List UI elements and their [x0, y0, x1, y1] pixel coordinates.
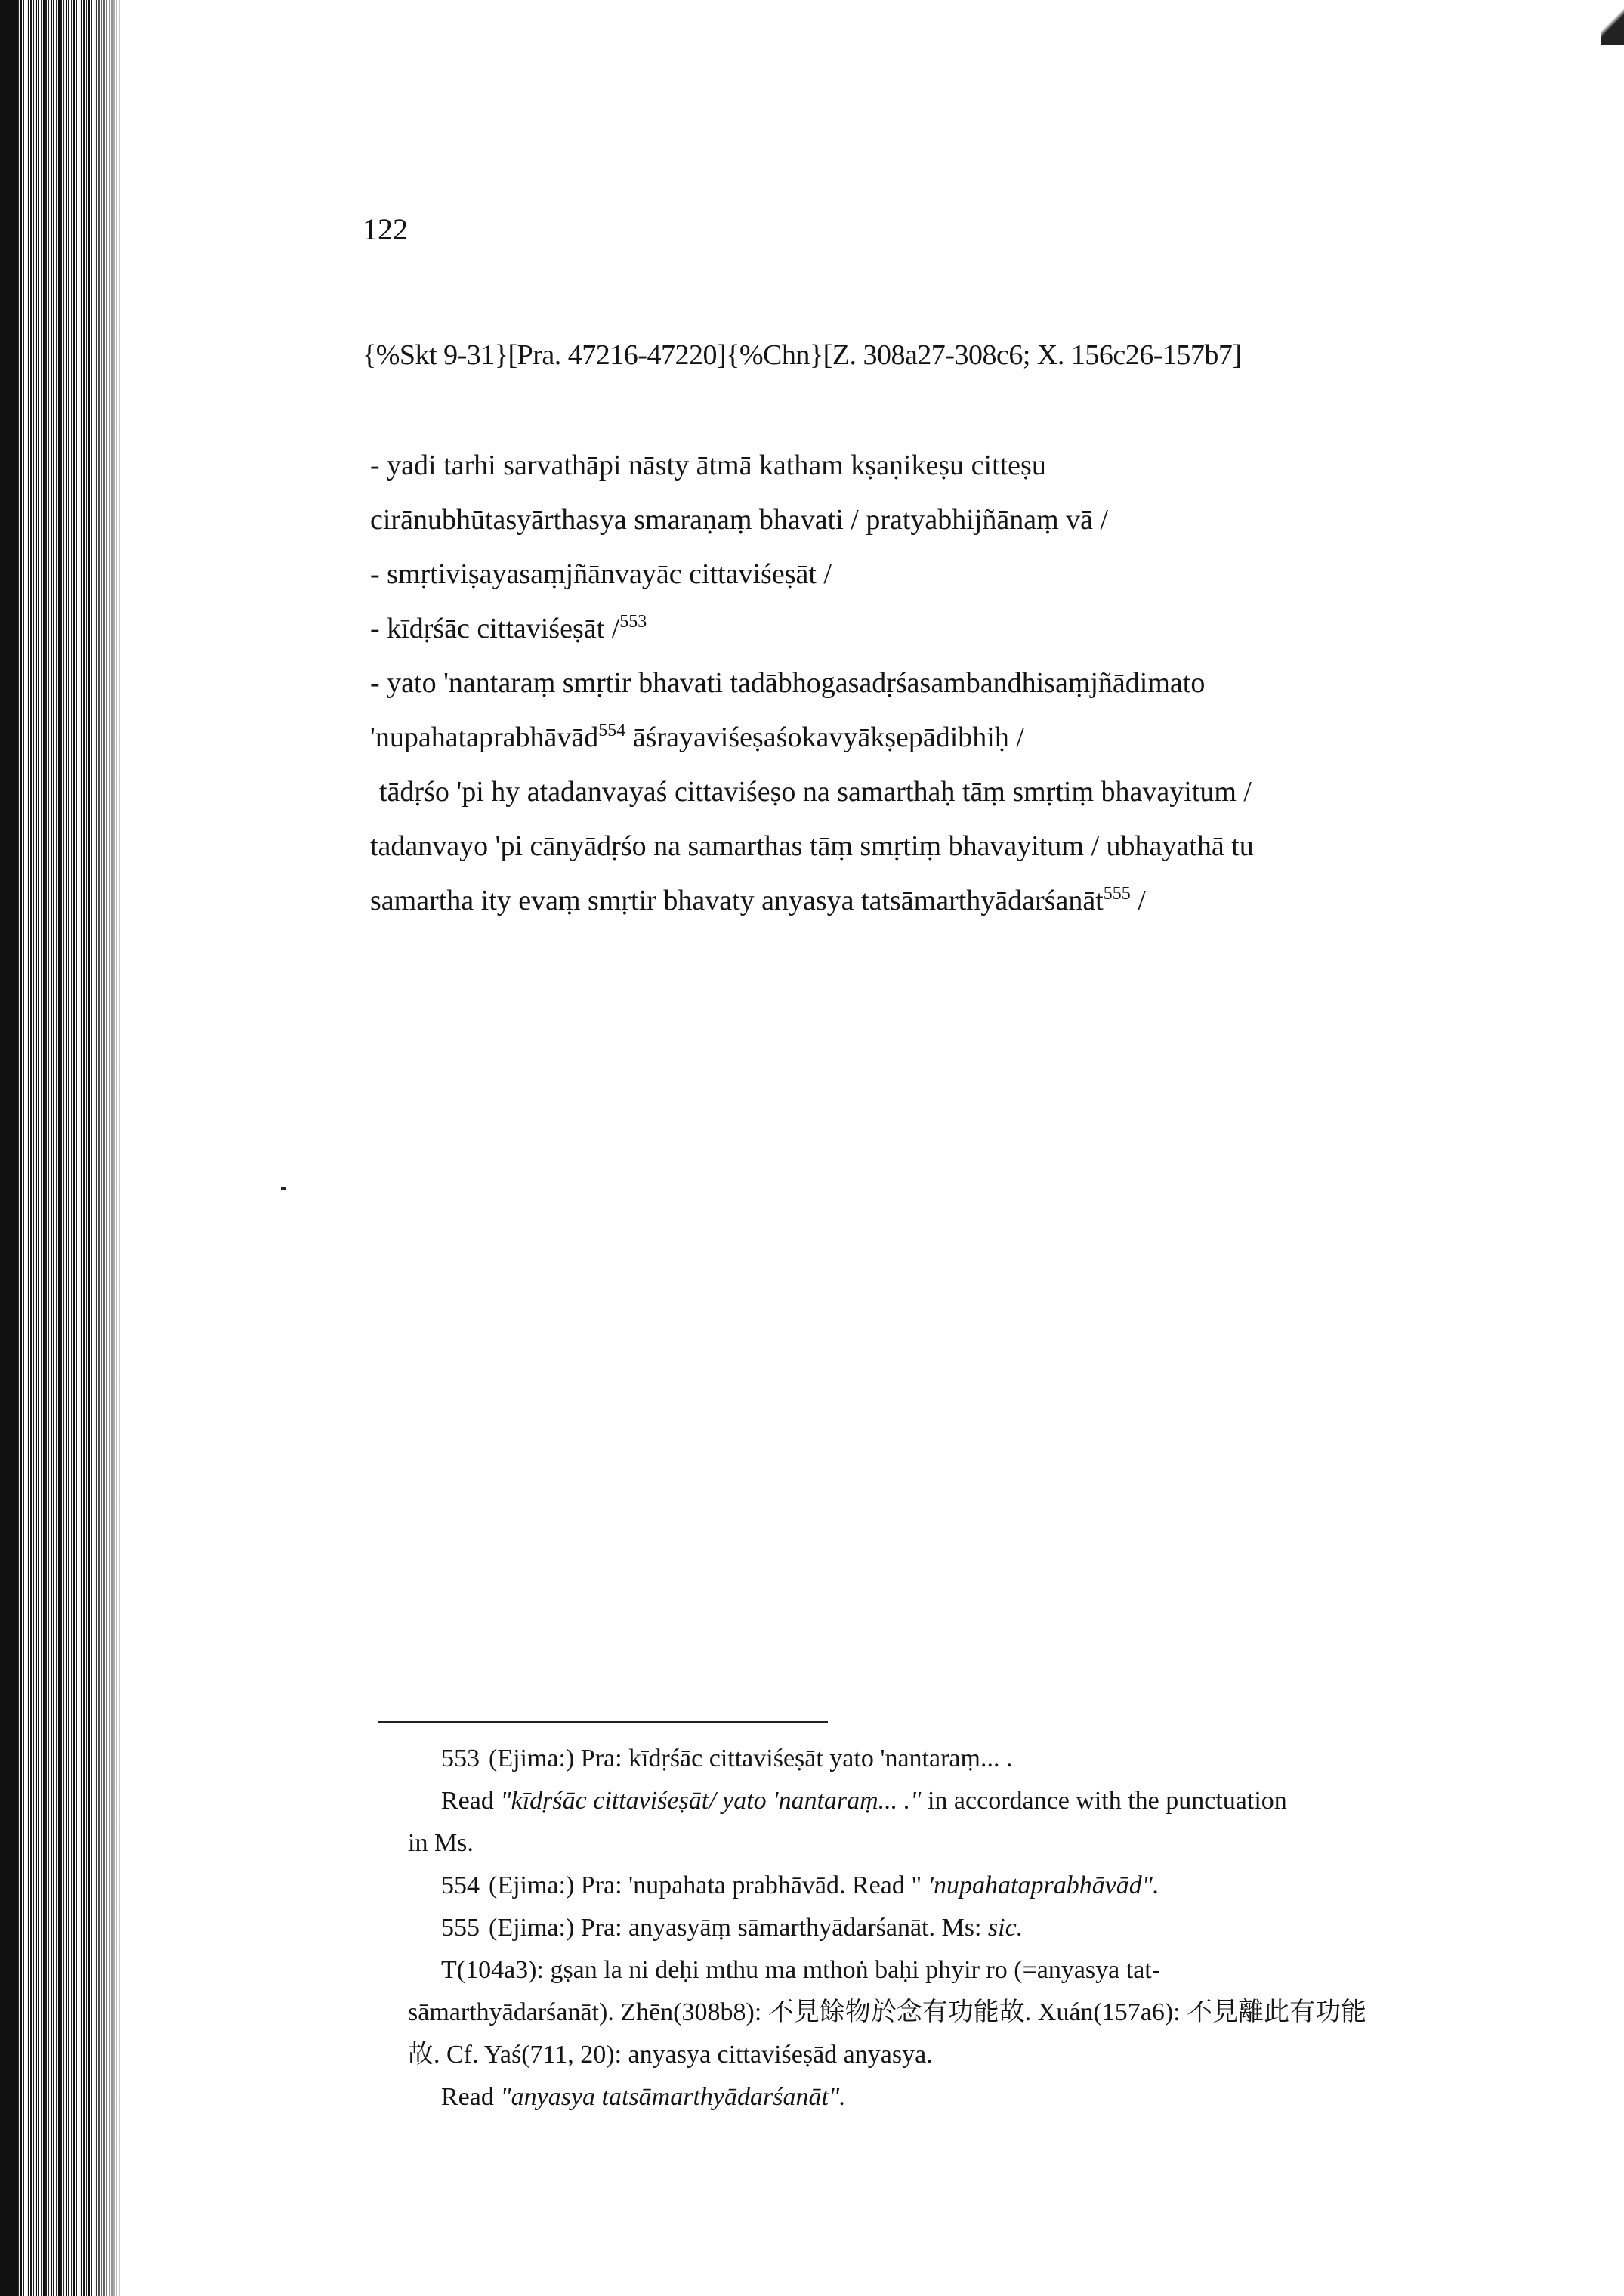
text-line [370, 601, 1496, 656]
footnote-line [441, 1780, 1511, 1822]
text-segment: āśrayaviśeṣaśokavyākṣepādibhiḥ / [625, 722, 1024, 753]
text-line [370, 710, 1496, 765]
source-reference: {%Skt 9-31}[Pra. 47216-47220]{%Chn}[Z. 308a27-308c6; X. 156c26-157b7] [363, 339, 1242, 371]
scan-speck [281, 1187, 286, 1190]
book-spine-shadow [0, 0, 18, 2296]
footnote-number: 553 [441, 1744, 480, 1772]
text-line: - smṛtiviṣayasaṃjñānvayāc cittaviśeṣāt / [370, 558, 832, 590]
footnote-line: 故. Cf. Yaś(711, 20): anyasya cittaviśeṣād anyasya. [408, 2041, 933, 2069]
scan-corner-mark [1601, 0, 1624, 45]
text-line: cirānubhūtasyārthasya smaraṇaṃ bhavati / pratyabhijñānaṃ vā / [370, 504, 1109, 536]
main-text [370, 438, 1496, 928]
text-line: tadanvayo 'pi cānyādṛśo na samarthas tāṃ smṛtiṃ bhavayitum / ubhayathā tu [370, 830, 1254, 862]
footnote-emphasis: sic. [987, 1914, 1023, 1942]
footnote-text: Read [441, 1787, 501, 1815]
footnote-ref-554[interactable]: 554 [598, 721, 626, 740]
footnote-text: (Ejima:) Pra: 'nupahata prabhāvād. Read " [489, 1871, 928, 1899]
footnote-text: Read [441, 2083, 501, 2111]
text-segment: - kīdṛśāc cittaviśeṣāt / [370, 613, 620, 644]
text-line: tādṛśo 'pi hy atadanvayaś cittaviśeṣo na samarthaḥ tāṃ smṛtiṃ bhavayitum / [379, 776, 1252, 808]
text-line: - yato 'nantaraṃ smṛtir bhavati tadābhogasadṛśasambandhisaṃjñādimato [370, 667, 1206, 699]
footnote-text: (Ejima:) Pra: kīdṛśāc cittaviśeṣāt yato 'nantaraṃ... . [489, 1744, 1013, 1772]
footnote-number: 554 [441, 1871, 480, 1899]
footnote-number: 555 [441, 1914, 480, 1942]
footnote-text: (Ejima:) Pra: anyasyāṃ sāmarthyādarśanāt. Ms: [489, 1914, 988, 1942]
text-segment: 'nupahataprabhāvād [370, 722, 599, 753]
footnote-line: sāmarthyādarśanāt). Zhēn(308b8): 不見餘物於念有功能故. Xuán(157a6): 不見離此有功能 [408, 1998, 1367, 2026]
footnote-555 [441, 1907, 1511, 1949]
footnote-emphasis: 'nupahataprabhāvād". [928, 1871, 1159, 1899]
footnote-emphasis: "kīdṛśāc cittaviśeṣāt/ yato 'nantaraṃ... ." [500, 1787, 922, 1815]
text-segment: samartha ity evaṃ smṛtir bhavaty anyasya tatsāmarthyādarśanāt [370, 885, 1104, 916]
footnote-554 [441, 1865, 1511, 1907]
footnote-text: in accordance with the punctuation [921, 1787, 1287, 1815]
footnote-ref-555[interactable]: 555 [1103, 884, 1131, 904]
text-segment: / [1130, 885, 1146, 916]
footnote-line: T(104a3): gṣan la ni deḥi mthu ma mthoṅ baḥi phyir ro (=anyasya tat- [441, 1956, 1161, 1984]
footnote-553 [441, 1738, 1511, 1780]
footnotes [408, 1738, 1511, 2118]
footnote-line: in Ms. [408, 1829, 474, 1857]
footnote-emphasis: "anyasya tatsāmarthyādarśanāt". [500, 2083, 846, 2111]
footnote-line [441, 2076, 1511, 2118]
text-line [370, 873, 1496, 928]
footnote-ref-553[interactable]: 553 [619, 612, 647, 632]
text-line: - yadi tarhi sarvathāpi nāsty ātmā katham kṣaṇikeṣu citteṣu [370, 450, 1046, 481]
book-spine-fade [91, 0, 128, 2296]
footnote-divider [378, 1721, 828, 1723]
page-number: 122 [363, 212, 408, 246]
